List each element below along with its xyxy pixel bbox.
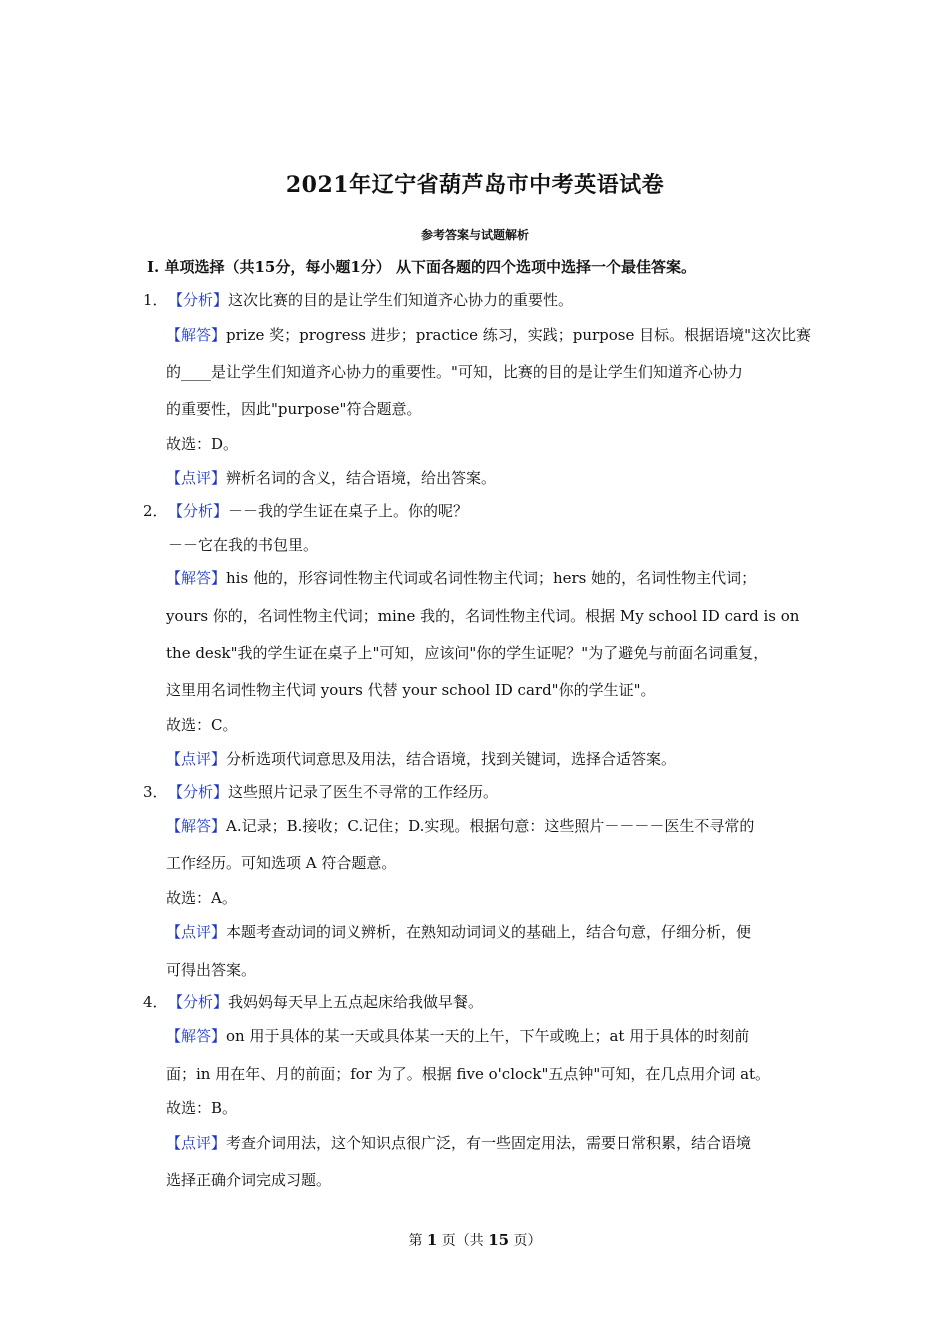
answer-tag: 【解答】	[166, 569, 227, 587]
answer-line: 工作经历。可知选项 A 符合题意。	[166, 854, 397, 872]
question-number: 4．	[143, 993, 168, 1011]
answer-line	[166, 815, 754, 836]
comment-line	[166, 467, 496, 488]
answer-line: the desk"我的学生证在桌子上"可知，应该问"你的学生证呢？"为了避免与前面名词重复，	[166, 644, 769, 662]
footer-suffix: 页）	[509, 1233, 542, 1249]
analysis-tag: 【分析】	[168, 502, 229, 520]
question-number: 3．	[143, 783, 168, 801]
comment-tag: 【点评】	[166, 750, 227, 768]
comment-text: 分析选项代词意思及用法，结合语境，找到关键词，选择合适答案。	[226, 750, 677, 768]
answer-line: yours 你的，名词性物主代词；mine 我的，名词性物主代词。根据 My school ID card is on	[166, 607, 800, 625]
analysis-line	[168, 289, 573, 310]
footer-prefix: 第	[408, 1233, 427, 1249]
answer-tag: 【解答】	[166, 1027, 227, 1045]
choice-line: 故选：A。	[166, 889, 237, 907]
document-title: 2021年辽宁省葫芦岛市中考英语试卷	[285, 172, 665, 198]
answer-tag: 【解答】	[166, 817, 227, 835]
answer-line	[166, 1025, 749, 1046]
analysis-line: －－它在我的书包里。	[168, 536, 319, 554]
analysis-tag: 【分析】	[168, 993, 229, 1011]
comment-line: 可得出答案。	[166, 961, 257, 979]
section-heading: Ⅰ. 单项选择（共15分，每小题1分） 从下面各题的四个选项中选择一个最佳答案。	[147, 258, 696, 276]
answer-text: A.记录；B.接收；C.记住；D.实现。根据句意：这些照片－－－－医生不寻常的	[226, 817, 755, 835]
answer-text: his 他的，形容词性物主代词或名词性物主代词；hers 她的，名词性物主代词；	[226, 569, 757, 587]
answer-line: 这里用名词性物主代词 yours 代替 your school ID card"你的学生证"。	[166, 681, 656, 699]
comment-tag: 【点评】	[166, 1134, 227, 1152]
comment-tag: 【点评】	[166, 469, 227, 487]
page-footer	[0, 1230, 950, 1250]
comment-text: 考查介词用法，这个知识点很广泛，有一些固定用法，需要日常积累，结合语境	[226, 1134, 752, 1152]
answer-line	[166, 567, 756, 588]
document-subtitle: 参考答案与试题解析	[420, 228, 529, 242]
answer-text: on 用于具体的某一天或具体某一天的上午，下午或晚上；at 用于具体的时刻前	[226, 1027, 750, 1045]
answer-tag: 【解答】	[166, 326, 227, 344]
comment-text: 本题考查动词的词义辨析，在熟知动词词义的基础上，结合句意，仔细分析，便	[226, 923, 752, 941]
analysis-text: 我妈妈每天早上五点起床给我做早餐。	[228, 993, 484, 1011]
answer-line: 的____是让学生们知道齐心协力的重要性。"可知，比赛的目的是让学生们知道齐心协力	[166, 363, 743, 381]
analysis-text: 这次比赛的目的是让学生们知道齐心协力的重要性。	[228, 291, 574, 309]
analysis-text: 这些照片记录了医生不寻常的工作经历。	[228, 783, 499, 801]
answer-line: 的重要性，因此"purpose"符合题意。	[166, 400, 422, 418]
analysis-line	[168, 991, 483, 1012]
analysis-line	[168, 781, 498, 802]
footer-page-number: 1	[426, 1231, 438, 1249]
comment-line	[166, 921, 751, 942]
analysis-text: －－我的学生证在桌子上。你的呢？	[228, 502, 469, 520]
comment-line	[166, 748, 676, 769]
footer-middle: 页（共	[437, 1233, 489, 1249]
choice-line: 故选：C。	[166, 716, 238, 734]
comment-line: 选择正确介词完成习题。	[166, 1171, 332, 1189]
comment-tag: 【点评】	[166, 923, 227, 941]
choice-line: 故选：B。	[166, 1099, 238, 1117]
footer-total-pages: 15	[488, 1231, 510, 1249]
answer-line: 面；in 用在年、月的前面；for 为了。根据 five o'clock"五点钟"可知，在几点用介词 at。	[166, 1065, 771, 1083]
answer-text: prize 奖；progress 进步；practice 练习，实践；purpose 目标。根据语境"这次比赛	[226, 326, 812, 344]
analysis-tag: 【分析】	[168, 783, 229, 801]
analysis-tag: 【分析】	[168, 291, 229, 309]
answer-line	[166, 324, 811, 345]
choice-line: 故选：D。	[166, 435, 239, 453]
question-number: 2．	[143, 502, 168, 520]
comment-text: 辨析名词的含义，结合语境，给出答案。	[226, 469, 497, 487]
analysis-line	[168, 500, 468, 521]
question-number: 1．	[143, 291, 168, 309]
comment-line	[166, 1132, 751, 1153]
